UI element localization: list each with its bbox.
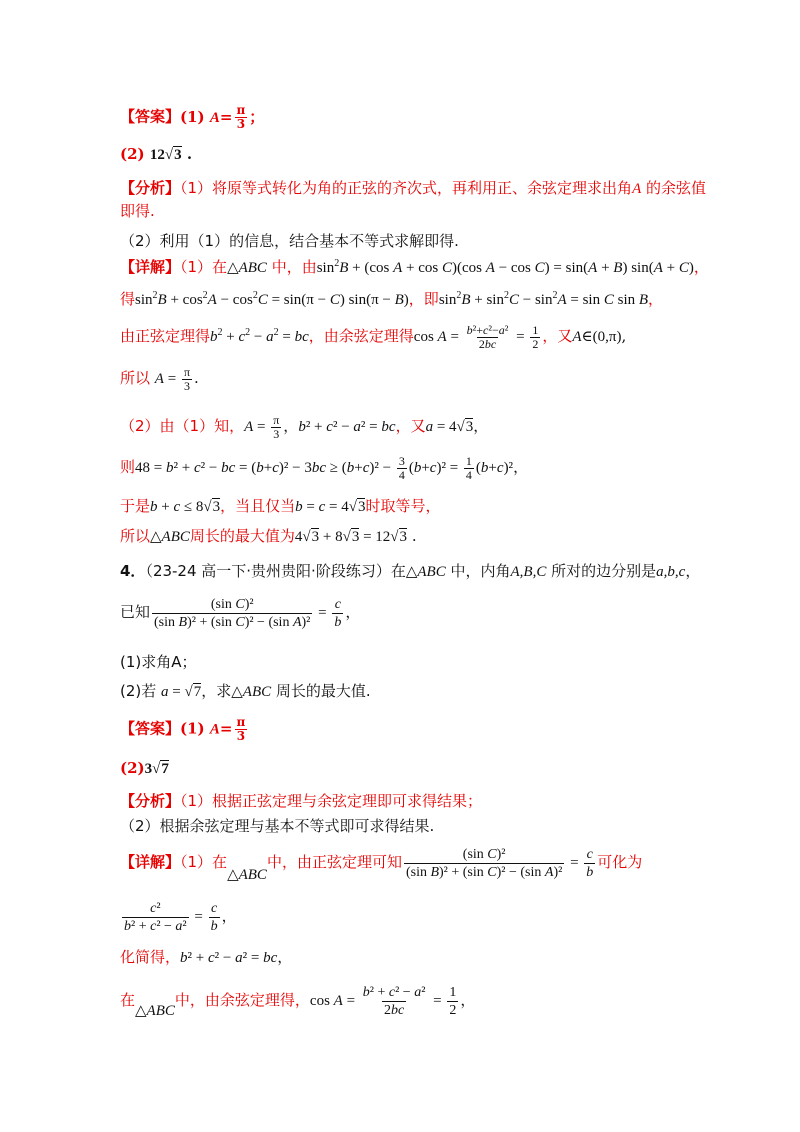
q4-detail-4: 在△ABC中，由余弦定理得，cos A = $\frac{\text{b² + c² − a²}}{2bc}$ = $\frac{1}{2}$ ， [120, 985, 476, 1019]
q3-answer-1 [120, 104, 690, 131]
q4-answer-1: 【答案】(1) A= $\frac{\pi}{3}$ [120, 715, 246, 743]
question-source: （23-24 高一下·贵州贵阳·阶段练习） [145, 562, 391, 580]
q4-stem-2: 已知 $\frac{\text{(sin C)²}}{\text{(sin B)² + (sin C)² − (sin A)²}}$ = $\frac{c}{b}$ ， [120, 597, 361, 630]
q3-detail-1: 【详解】（1）在△ABC 中，由$\sin^2B + (\cos$ A + cos C)(cos A − cos C) = sin(A + B) sin(A + C)， [120, 258, 709, 276]
q4-part-2: (2)若 a = √7，求△ABC 周长的最大值. [120, 682, 371, 700]
q3-detail-5: （2）由（1）知，A = $\frac{\pi}{3}$ ，b² + c² − a² = bc，又a = 4√3， [120, 413, 489, 441]
detail-tag: 【详解】 [120, 852, 181, 871]
detail-tag: 【详解】 [120, 258, 181, 276]
answer-tag: 【答案】 [120, 107, 181, 126]
q3-detail-7: 于是b + c ≤ 8√3，当且仅当b = c = 4√3时取等号， [120, 497, 441, 515]
question-number: 4． [120, 562, 146, 580]
q3-analysis-2: （2）利用（1）的信息，结合基本不等式求解即得. [120, 232, 459, 250]
q4-stem-1: 4．（23-24 高一下·贵州贵阳·阶段练习）在△ABC 中，内角A,B,C 所对的边分别是a,b,c， [120, 562, 701, 580]
q3-detail-2: 得$\sin^2B + \cos^2A - \cos^2C = \sin(\pi - C) \sin(\pi - B)$，即$\sin^2B + \sin^2C - \sin^2A = \sin C$ sin B， [120, 290, 664, 308]
analysis-tag: 【分析】 [120, 792, 181, 810]
q3-detail-8: 所以△ABC周长的最大值为4√3 + 8√3 = 12√3 . [120, 527, 417, 545]
q3-answer-2: (2) 12√3 . [120, 145, 193, 163]
q4-analysis-1: 【分析】（1）根据正弦定理与余弦定理即可求得结果； [120, 792, 483, 810]
q3-analysis-1: 【分析】（1）将原等式转化为角的正弦的齐次式，再利用正、余弦定理求出角A 的余弦值 [120, 179, 707, 197]
q4-answer-2: (2)3√7 [120, 759, 169, 777]
q4-analysis-2: （2）根据余弦定理与基本不等式即可求得结果. [120, 817, 435, 835]
q3-detail-3: 由正弦定理得$b^2 + c^2 - a^2$ = bc，由余弦定理得cos A = $\frac{\text{b²+c²−a²}}{2bc}$ = $\frac{1}{2}$ ，又A∈(0,π), [120, 323, 627, 352]
q4-part-1: (1)求角A； [120, 653, 197, 671]
q3-detail-4: 所以 A = $\frac{\pi}{3}$ . [120, 365, 199, 393]
q3-detail-6: 则48 = b² + c² − bc = (b+c)² − 3bc ≥ (b+c)² − $\frac{3}{4}$ (b+c)² = $\frac{1}{4}$ (b+c)²， [120, 454, 529, 482]
q4-detail-3: 化简得，b² + c² − a² = bc， [120, 948, 293, 966]
answer-text: (1) A= $\frac{\pi}{3}$ ； [180, 103, 265, 131]
analysis-tag: 【分析】 [120, 179, 181, 197]
q4-detail-1: 【详解】（1）在△ABC中，由正弦定理可知 $\frac{\text{(sin C)²}}{\text{(sin B)² + (sin C)² − (sin A)²}}$ = $\frac{c}{b}$ 可化为 [120, 847, 643, 883]
answer-tag: 【答案】 [120, 719, 181, 738]
q4-detail-2: $\frac{\text{c²}}{\text{b² + c² − a²}}$ = $\frac{c}{b}$ ， [124, 901, 237, 934]
q3-analysis-1b: 即得. [120, 202, 155, 220]
